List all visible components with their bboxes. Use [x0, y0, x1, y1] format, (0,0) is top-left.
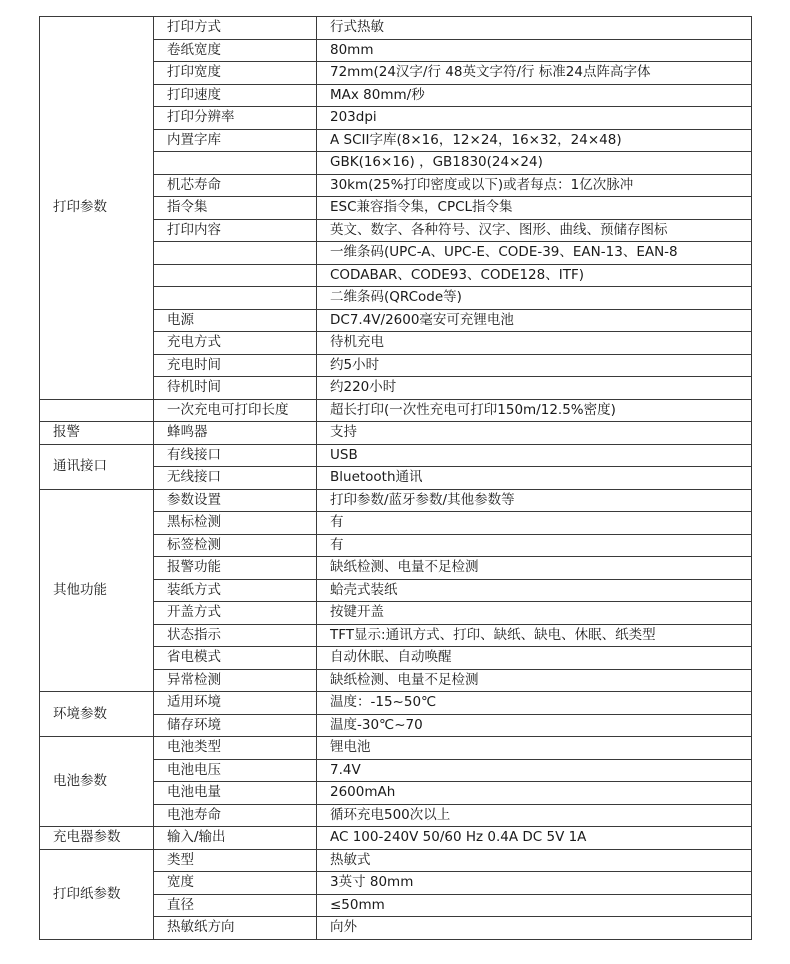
parameter-label: [154, 242, 317, 265]
category-cell: 电池参数: [40, 737, 154, 827]
spec-row: [40, 849, 752, 872]
parameter-value: 循环充电500次以上: [317, 804, 752, 827]
parameter-value: TFT显示:通讯方式、打印、缺纸、缺电、休眠、纸类型: [317, 624, 752, 647]
parameter-label: 异常检测: [154, 669, 317, 692]
category-cell: 其他功能: [40, 489, 154, 692]
parameter-label: 无线接口: [154, 467, 317, 490]
parameter-value: 打印参数/蓝牙参数/其他参数等: [317, 489, 752, 512]
parameter-label: 输入/输出: [154, 827, 317, 850]
parameter-value: 英文、数字、各种符号、汉字、图形、曲线、预储存图标: [317, 219, 752, 242]
parameter-label: [154, 287, 317, 310]
spec-table-body: [40, 17, 752, 940]
parameter-value: 支持: [317, 422, 752, 445]
category-cell: [40, 399, 154, 422]
parameter-value: 有: [317, 534, 752, 557]
parameter-label: 电池电量: [154, 782, 317, 805]
parameter-label: 电池寿命: [154, 804, 317, 827]
category-cell: 报警: [40, 422, 154, 445]
parameter-label: 宽度: [154, 872, 317, 895]
parameter-value: 30km(25%打印密度或以下)或者每点：1亿次脉冲: [317, 174, 752, 197]
spec-row: [40, 422, 752, 445]
parameter-value: 约220小时: [317, 377, 752, 400]
parameter-label: 打印方式: [154, 17, 317, 40]
spec-row: [40, 489, 752, 512]
parameter-label: 内置字库: [154, 129, 317, 152]
parameter-label: 装纸方式: [154, 579, 317, 602]
parameter-label: [154, 264, 317, 287]
parameter-value: 自动休眠、自动唤醒: [317, 647, 752, 670]
spec-row: [40, 692, 752, 715]
parameter-value: 约5小时: [317, 354, 752, 377]
spec-table: [39, 16, 752, 940]
parameter-label: 适用环境: [154, 692, 317, 715]
parameter-value: 2600mAh: [317, 782, 752, 805]
parameter-value: 温度：-15~50℃: [317, 692, 752, 715]
parameter-value: ≤50mm: [317, 894, 752, 917]
parameter-label: 充电时间: [154, 354, 317, 377]
parameter-value: DC7.4V/2600毫安可充锂电池: [317, 309, 752, 332]
parameter-value: 203dpi: [317, 107, 752, 130]
parameter-value: 待机充电: [317, 332, 752, 355]
parameter-value: 缺纸检测、电量不足检测: [317, 669, 752, 692]
parameter-value: 锂电池: [317, 737, 752, 760]
parameter-label: 省电模式: [154, 647, 317, 670]
parameter-value: 二维条码(QRCode等): [317, 287, 752, 310]
category-cell: 打印参数: [40, 17, 154, 400]
parameter-value: 3英寸 80mm: [317, 872, 752, 895]
parameter-label: 卷纸宽度: [154, 39, 317, 62]
category-cell: 打印纸参数: [40, 849, 154, 939]
parameter-label: 标签检测: [154, 534, 317, 557]
parameter-label: 打印内容: [154, 219, 317, 242]
parameter-label: 打印分辨率: [154, 107, 317, 130]
parameter-value: 温度-30℃~70: [317, 714, 752, 737]
parameter-value: 蛤壳式装纸: [317, 579, 752, 602]
parameter-label: 有线接口: [154, 444, 317, 467]
parameter-label: 电池电压: [154, 759, 317, 782]
spec-row: [40, 17, 752, 40]
parameter-label: 指令集: [154, 197, 317, 220]
parameter-value: 80mm: [317, 39, 752, 62]
category-cell: 环境参数: [40, 692, 154, 737]
spec-row: [40, 444, 752, 467]
parameter-label: 直径: [154, 894, 317, 917]
parameter-label: 打印宽度: [154, 62, 317, 85]
parameter-value: 缺纸检测、电量不足检测: [317, 557, 752, 580]
parameter-label: 黑标检测: [154, 512, 317, 535]
parameter-value: 向外: [317, 917, 752, 940]
parameter-value: 72mm(24汉字/行 48英文字符/行 标准24点阵高字体: [317, 62, 752, 85]
parameter-label: 充电方式: [154, 332, 317, 355]
parameter-label: 电池类型: [154, 737, 317, 760]
parameter-label: 参数设置: [154, 489, 317, 512]
parameter-label: 类型: [154, 849, 317, 872]
parameter-value: 按键开盖: [317, 602, 752, 625]
parameter-label: 一次充电可打印长度: [154, 399, 317, 422]
category-cell: 通讯接口: [40, 444, 154, 489]
parameter-value: Bluetooth通讯: [317, 467, 752, 490]
category-cell: 充电器参数: [40, 827, 154, 850]
parameter-label: 报警功能: [154, 557, 317, 580]
parameter-value: 有: [317, 512, 752, 535]
parameter-label: 热敏纸方向: [154, 917, 317, 940]
parameter-label: 储存环境: [154, 714, 317, 737]
parameter-value: USB: [317, 444, 752, 467]
spec-row: [40, 827, 752, 850]
parameter-value: ESC兼容指令集，CPCL指令集: [317, 197, 752, 220]
parameter-label: 待机时间: [154, 377, 317, 400]
parameter-value: 一维条码(UPC-A、UPC-E、CODE-39、EAN-13、EAN-8: [317, 242, 752, 265]
parameter-label: 电源: [154, 309, 317, 332]
parameter-label: 打印速度: [154, 84, 317, 107]
parameter-value: GBK(16×16) ，GB1830(24×24): [317, 152, 752, 175]
parameter-label: [154, 152, 317, 175]
parameter-value: AC 100-240V 50/60 Hz 0.4A DC 5V 1A: [317, 827, 752, 850]
spec-row: [40, 737, 752, 760]
parameter-label: 机芯寿命: [154, 174, 317, 197]
parameter-value: 行式热敏: [317, 17, 752, 40]
parameter-value: 超长打印(一次性充电可打印150m/12.5%密度): [317, 399, 752, 422]
parameter-label: 开盖方式: [154, 602, 317, 625]
parameter-value: CODABAR、CODE93、CODE128、ITF): [317, 264, 752, 287]
parameter-label: 状态指示: [154, 624, 317, 647]
parameter-value: MAx 80mm/秒: [317, 84, 752, 107]
parameter-value: 7.4V: [317, 759, 752, 782]
parameter-value: 热敏式: [317, 849, 752, 872]
parameter-value: A SCII字库(8×16，12×24，16×32，24×48): [317, 129, 752, 152]
spec-row: [40, 399, 752, 422]
parameter-label: 蜂鸣器: [154, 422, 317, 445]
